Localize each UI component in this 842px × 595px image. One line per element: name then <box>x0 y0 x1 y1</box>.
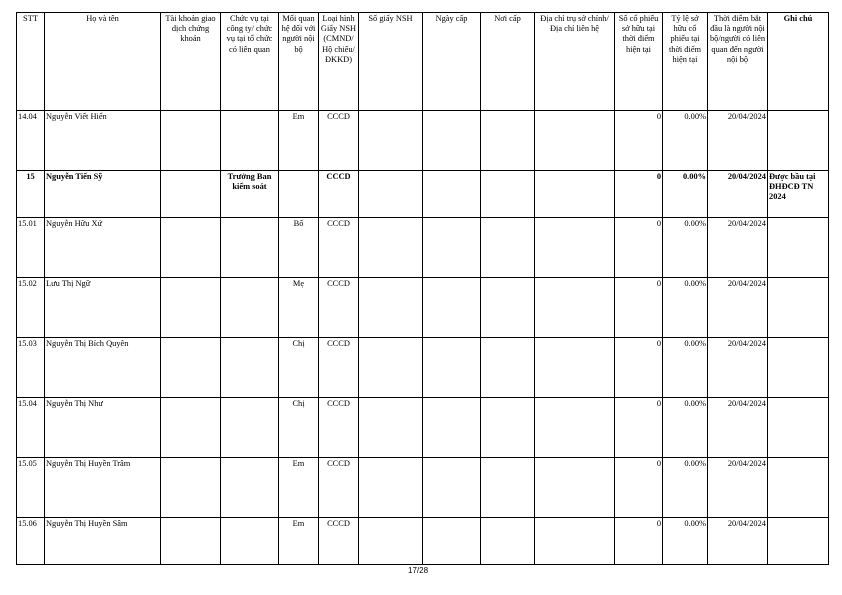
cell-stt: 15 <box>17 171 45 218</box>
cell-address <box>535 111 615 171</box>
table-row <box>17 398 829 458</box>
cell-id-type: CCCD <box>319 338 359 398</box>
cell-account <box>161 458 221 518</box>
cell-issue-place <box>481 518 535 565</box>
cell-account <box>161 171 221 218</box>
cell-ratio: 0.00% <box>663 518 708 565</box>
cell-start: 20/04/2024 <box>708 111 768 171</box>
cell-note: Được bầu tại ĐHĐCĐ TN 2024 <box>768 171 829 218</box>
cell-shares: 0 <box>615 171 663 218</box>
cell-shares: 0 <box>615 338 663 398</box>
table-row <box>17 338 829 398</box>
cell-note <box>768 458 829 518</box>
header-note: Ghi chú <box>768 13 829 111</box>
cell-position <box>221 398 279 458</box>
cell-issue-date <box>423 218 481 278</box>
cell-position <box>221 518 279 565</box>
cell-note <box>768 218 829 278</box>
cell-id-no <box>359 111 423 171</box>
cell-stt: 15.01 <box>17 218 45 278</box>
cell-start: 20/04/2024 <box>708 398 768 458</box>
cell-id-type: CCCD <box>319 518 359 565</box>
cell-relation: Em <box>279 458 319 518</box>
cell-stt: 15.03 <box>17 338 45 398</box>
cell-id-type: CCCD <box>319 458 359 518</box>
cell-name: Nguyễn Tiến Sỹ <box>45 171 161 218</box>
header-address: Địa chỉ trụ sở chính/Địa chỉ liên hệ <box>535 13 615 111</box>
cell-position <box>221 218 279 278</box>
cell-ratio: 0.00% <box>663 458 708 518</box>
header-id-type: Loại hình Giấy NSH (CMND/ Hộ chiếu/ ĐKKD) <box>319 13 359 111</box>
cell-start: 20/04/2024 <box>708 338 768 398</box>
cell-position: Trưởng Ban kiểm soát <box>221 171 279 218</box>
cell-issue-place <box>481 171 535 218</box>
cell-address <box>535 171 615 218</box>
header-position: Chức vụ tại công ty/ chức vụ tại tổ chức có liên quan <box>221 13 279 111</box>
cell-account <box>161 111 221 171</box>
cell-ratio: 0.00% <box>663 171 708 218</box>
cell-stt: 15.02 <box>17 278 45 338</box>
cell-account <box>161 398 221 458</box>
cell-shares: 0 <box>615 278 663 338</box>
cell-id-type: CCCD <box>319 278 359 338</box>
cell-ratio: 0.00% <box>663 278 708 338</box>
cell-ratio: 0.00% <box>663 398 708 458</box>
cell-name: Nguyễn Hữu Xứ <box>45 218 161 278</box>
cell-issue-date <box>423 171 481 218</box>
table-row <box>17 518 829 565</box>
cell-relation: Chị <box>279 398 319 458</box>
cell-ratio: 0.00% <box>663 111 708 171</box>
cell-issue-date <box>423 398 481 458</box>
cell-name: Nguyễn Thị Huyền Sâm <box>45 518 161 565</box>
cell-issue-date <box>423 338 481 398</box>
table-row <box>17 458 829 518</box>
cell-id-no <box>359 171 423 218</box>
cell-issue-place <box>481 398 535 458</box>
table-row <box>17 218 829 278</box>
cell-start: 20/04/2024 <box>708 278 768 338</box>
cell-issue-date <box>423 278 481 338</box>
cell-stt: 15.06 <box>17 518 45 565</box>
header-start: Thời điểm bắt đầu là người nội bộ/người có liên quan đến người nội bộ <box>708 13 768 111</box>
cell-start: 20/04/2024 <box>708 171 768 218</box>
cell-position <box>221 338 279 398</box>
cell-id-no <box>359 338 423 398</box>
cell-note <box>768 111 829 171</box>
cell-issue-date <box>423 518 481 565</box>
header-id-no: Số giấy NSH <box>359 13 423 111</box>
cell-name: Nguyễn Thị Như <box>45 398 161 458</box>
header-stt: STT <box>17 13 45 111</box>
cell-relation: Em <box>279 111 319 171</box>
cell-address <box>535 278 615 338</box>
page-number: 17/28 <box>408 566 429 575</box>
cell-id-no <box>359 218 423 278</box>
cell-relation <box>279 171 319 218</box>
cell-relation: Em <box>279 518 319 565</box>
cell-start: 20/04/2024 <box>708 458 768 518</box>
table-row <box>17 278 829 338</box>
cell-position <box>221 111 279 171</box>
header-name: Họ và tên <box>45 13 161 111</box>
cell-address <box>535 458 615 518</box>
cell-address <box>535 218 615 278</box>
cell-issue-place <box>481 218 535 278</box>
cell-shares: 0 <box>615 111 663 171</box>
cell-address <box>535 518 615 565</box>
cell-start: 20/04/2024 <box>708 518 768 565</box>
cell-address <box>535 338 615 398</box>
cell-stt: 15.04 <box>17 398 45 458</box>
cell-id-no <box>359 398 423 458</box>
cell-issue-place <box>481 458 535 518</box>
cell-note <box>768 338 829 398</box>
cell-note <box>768 398 829 458</box>
table-row <box>17 171 829 218</box>
cell-stt: 14.04 <box>17 111 45 171</box>
insider-table <box>16 12 829 565</box>
header-shares: Số cổ phiếu sở hữu tại thời điểm hiện tại <box>615 13 663 111</box>
cell-ratio: 0.00% <box>663 218 708 278</box>
cell-shares: 0 <box>615 398 663 458</box>
cell-ratio: 0.00% <box>663 338 708 398</box>
cell-note <box>768 278 829 338</box>
cell-id-no <box>359 518 423 565</box>
cell-id-type: CCCD <box>319 111 359 171</box>
cell-start: 20/04/2024 <box>708 218 768 278</box>
cell-id-no <box>359 278 423 338</box>
cell-issue-place <box>481 111 535 171</box>
cell-account <box>161 518 221 565</box>
cell-shares: 0 <box>615 218 663 278</box>
header-relation: Mối quan hệ đối với người nội bộ <box>279 13 319 111</box>
cell-id-type: CCCD <box>319 171 359 218</box>
cell-position <box>221 278 279 338</box>
header-issue-date: Ngày cấp <box>423 13 481 111</box>
cell-name: Nguyễn Thị Bích Quyên <box>45 338 161 398</box>
header-row <box>17 13 829 111</box>
cell-shares: 0 <box>615 518 663 565</box>
cell-issue-place <box>481 338 535 398</box>
cell-name: Lưu Thị Ngữ <box>45 278 161 338</box>
header-ratio: Tỷ lệ sở hữu cổ phiếu tại thời điểm hiện tại <box>663 13 708 111</box>
cell-id-type: CCCD <box>319 398 359 458</box>
cell-account <box>161 338 221 398</box>
cell-relation: Bố <box>279 218 319 278</box>
cell-account <box>161 218 221 278</box>
cell-name: Nguyễn Thị Huyền Trâm <box>45 458 161 518</box>
header-account: Tài khoản giao dịch chứng khoán <box>161 13 221 111</box>
cell-id-type: CCCD <box>319 218 359 278</box>
cell-issue-place <box>481 278 535 338</box>
cell-shares: 0 <box>615 458 663 518</box>
cell-relation: Mẹ <box>279 278 319 338</box>
cell-issue-date <box>423 458 481 518</box>
cell-id-no <box>359 458 423 518</box>
cell-account <box>161 278 221 338</box>
header-issue-place: Nơi cấp <box>481 13 535 111</box>
cell-stt: 15.05 <box>17 458 45 518</box>
cell-note <box>768 518 829 565</box>
cell-address <box>535 398 615 458</box>
cell-issue-date <box>423 111 481 171</box>
cell-name: Nguyễn Viết Hiển <box>45 111 161 171</box>
cell-relation: Chị <box>279 338 319 398</box>
cell-position <box>221 458 279 518</box>
table-row <box>17 111 829 171</box>
